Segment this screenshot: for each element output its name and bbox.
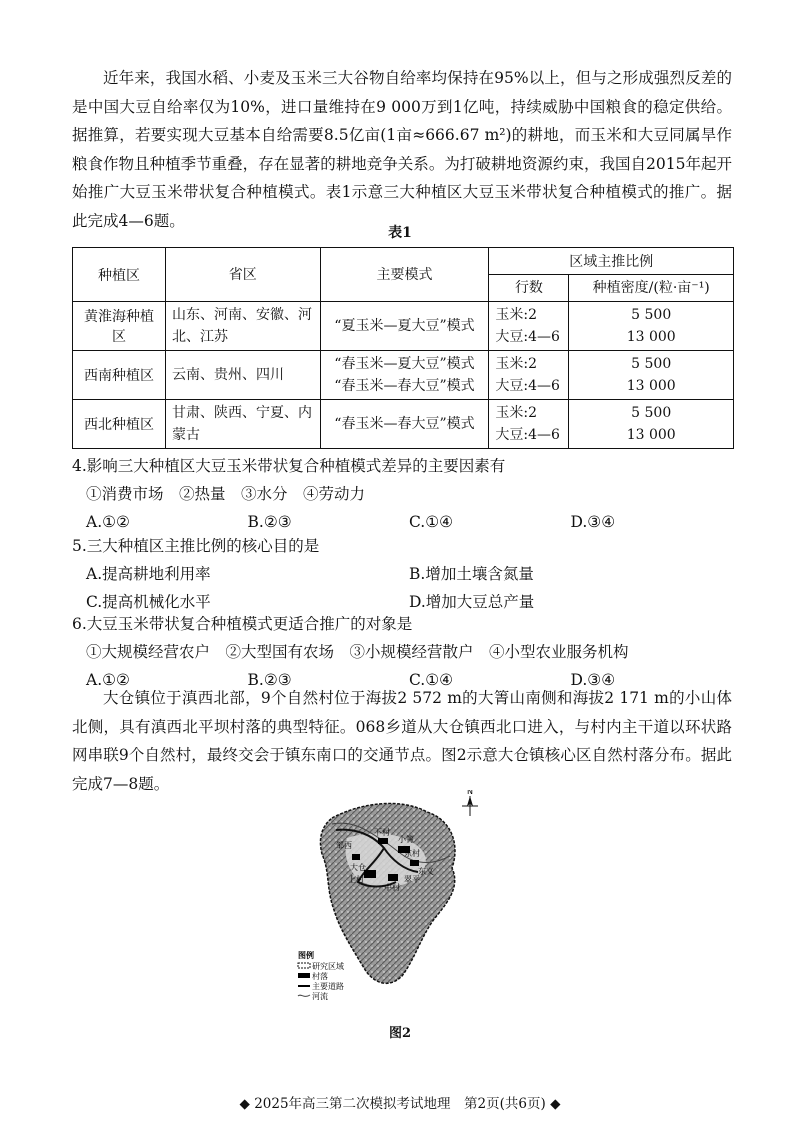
density-soy: 13 000 xyxy=(626,378,676,394)
question-6-items: ①大规模经营农户 ②大型国有农场 ③小规模经营散户 ④小型农业服务机构 xyxy=(86,643,629,661)
header-region: 种植区 xyxy=(73,248,166,302)
village-label: 东义 xyxy=(418,867,434,876)
footer-text: 2025年高三第二次模拟考试地理 第2页(共6页) xyxy=(254,1096,546,1112)
option-a[interactable]: A.①② xyxy=(86,671,130,689)
cell-rows xyxy=(489,400,569,449)
legend-item: 村落 xyxy=(312,972,328,981)
passage-2 xyxy=(72,684,732,798)
north-arrow-icon xyxy=(462,796,478,816)
cell-region: 黄淮海种植区 xyxy=(73,302,166,351)
diamond-icon: ◆ xyxy=(550,1096,561,1112)
village-label: 上村 xyxy=(348,875,364,884)
option-b[interactable]: B.增加土壤含氮量 xyxy=(409,565,534,583)
mode-line: “春玉米—春大豆”模式 xyxy=(334,416,475,432)
village-label: 大仓 xyxy=(350,863,366,872)
option-d[interactable]: D.增加大豆总产量 xyxy=(409,593,535,611)
density-corn: 5 500 xyxy=(631,307,672,323)
cell-density xyxy=(569,302,734,351)
village-marker xyxy=(410,860,419,866)
diamond-icon: ◆ xyxy=(239,1096,250,1112)
river-legend-icon xyxy=(298,995,310,996)
cell-region: 西南种植区 xyxy=(73,351,166,400)
option-d[interactable]: D.③④ xyxy=(570,513,616,531)
question-5-stem: 5.三大种植区主推比例的核心目的是 xyxy=(72,537,320,555)
cell-provinces: 甘肃、陕西、宁夏、内蒙古 xyxy=(166,400,320,449)
north-label: N xyxy=(467,790,473,796)
cell-rows xyxy=(489,302,569,351)
question-4-stem: 4.影响三大种植区大豆玉米带状复合种植模式差异的主要因素有 xyxy=(72,457,506,475)
village-marker xyxy=(378,838,388,844)
figure-2-caption: 图2 xyxy=(388,1026,412,1041)
figure-2-map xyxy=(292,790,492,1035)
option-c[interactable]: C.①④ xyxy=(409,671,454,689)
header-provinces: 省区 xyxy=(166,248,320,302)
density-corn: 5 500 xyxy=(631,356,672,372)
header-ratio: 区域主推比例 xyxy=(489,248,734,275)
legend-item: 研究区域 xyxy=(312,962,344,971)
cell-provinces: 云南、贵州、四川 xyxy=(166,351,320,400)
legend xyxy=(298,950,344,1001)
village-label: 邹西 xyxy=(336,841,352,850)
question-6 xyxy=(72,610,732,694)
study-area-legend-icon xyxy=(298,963,310,968)
legend-item: 主要道路 xyxy=(312,982,344,991)
rows-corn: 玉米:2 xyxy=(495,405,538,421)
header-mode: 主要模式 xyxy=(320,248,489,302)
table-row xyxy=(73,351,734,400)
terrain-map xyxy=(292,790,492,1020)
density-soy: 13 000 xyxy=(626,427,676,443)
cell-rows xyxy=(489,351,569,400)
village-legend-icon xyxy=(298,973,310,978)
rows-soy: 大豆:4—6 xyxy=(495,329,560,345)
option-c[interactable]: C.①④ xyxy=(409,513,454,531)
cell-mode xyxy=(320,351,489,400)
village-label: 下村 xyxy=(374,828,390,837)
rows-corn: 玉米:2 xyxy=(495,307,538,323)
option-c[interactable]: C.提高机械化水平 xyxy=(86,593,211,611)
legend-title: 图例 xyxy=(298,951,314,960)
village-label: 翠平 xyxy=(404,875,420,884)
legend-item: 河流 xyxy=(312,992,328,1001)
option-b[interactable]: B.②③ xyxy=(247,513,292,531)
option-d[interactable]: D.③④ xyxy=(570,671,616,689)
mode-line: “春玉米—春大豆”模式 xyxy=(334,378,475,394)
table-1-caption: 表1 xyxy=(388,225,412,241)
question-5-options-row1 xyxy=(72,560,732,588)
table-header-row xyxy=(73,248,734,275)
header-rows: 行数 xyxy=(489,275,569,302)
rows-soy: 大豆:4—6 xyxy=(495,427,560,443)
question-4 xyxy=(72,452,732,536)
cell-mode xyxy=(320,400,489,449)
question-4-items: ①消费市场 ②热量 ③水分 ④劳动力 xyxy=(86,485,366,503)
village-marker xyxy=(388,874,398,881)
table-row xyxy=(73,302,734,351)
mode-line: “夏玉米—夏大豆”模式 xyxy=(334,318,475,334)
page-footer xyxy=(0,1092,800,1112)
rows-soy: 大豆:4—6 xyxy=(495,378,560,394)
cell-density xyxy=(569,351,734,400)
cell-region: 西北种植区 xyxy=(73,400,166,449)
cell-density xyxy=(569,400,734,449)
village-label: 小箐 xyxy=(398,835,414,844)
mode-line: “春玉米—夏大豆”模式 xyxy=(334,356,475,372)
option-a[interactable]: A.①② xyxy=(86,513,130,531)
village-marker xyxy=(352,854,360,860)
passage-2-text: 大仓镇位于滇西北部，9个自然村位于海拔2 572 m的大箐山南侧和海拔2 171 m的小山体北侧，具有滇西北平坝村落的典型特征。068乡道从大仓镇西北口进入，与村内主干道以环状路网串联9个自然村，最终交会于镇东南口的交通节点。图2示意大仓镇核心区自然村落分布。据此完成7—8题。 xyxy=(72,689,732,793)
question-6-stem: 6.大豆玉米带状复合种植模式更适合推广的对象是 xyxy=(72,615,413,633)
cell-mode xyxy=(320,302,489,351)
passage-1 xyxy=(72,64,732,235)
header-density: 种植密度/(粒·亩⁻¹) xyxy=(569,275,734,302)
village-label: 东村 xyxy=(404,849,420,858)
rows-corn: 玉米:2 xyxy=(495,356,538,372)
village-label: 中村 xyxy=(384,883,400,892)
passage-1-text: 近年来，我国水稻、小麦及玉米三大谷物自给率均保持在95%以上，但与之形成强烈反差的是中国大豆自给率仅为10%，进口量维持在9 000万到1亿吨，持续威胁中国粮食的稳定供给。据推算，若要实现大豆基本自给需要8.5亿亩(1亩≈666.67 m²)的耕地，而玉米和大豆同属旱作粮食作物且种植季节重叠，存在显著的耕地竞争关系。为打破耕地资源约束，我国自2015年起开始推广大豆玉米带状复合种植模式。表1示意三大种植区大豆玉米带状复合种植模式的推广。据此完成4—6题。 xyxy=(72,69,732,230)
density-corn: 5 500 xyxy=(631,405,672,421)
cell-provinces: 山东、河南、安徽、河北、江苏 xyxy=(166,302,320,351)
density-soy: 13 000 xyxy=(626,329,676,345)
option-a[interactable]: A.提高耕地利用率 xyxy=(86,565,211,583)
table-row xyxy=(73,400,734,449)
question-5 xyxy=(72,532,732,616)
option-b[interactable]: B.②③ xyxy=(247,671,292,689)
table-1 xyxy=(72,247,734,449)
